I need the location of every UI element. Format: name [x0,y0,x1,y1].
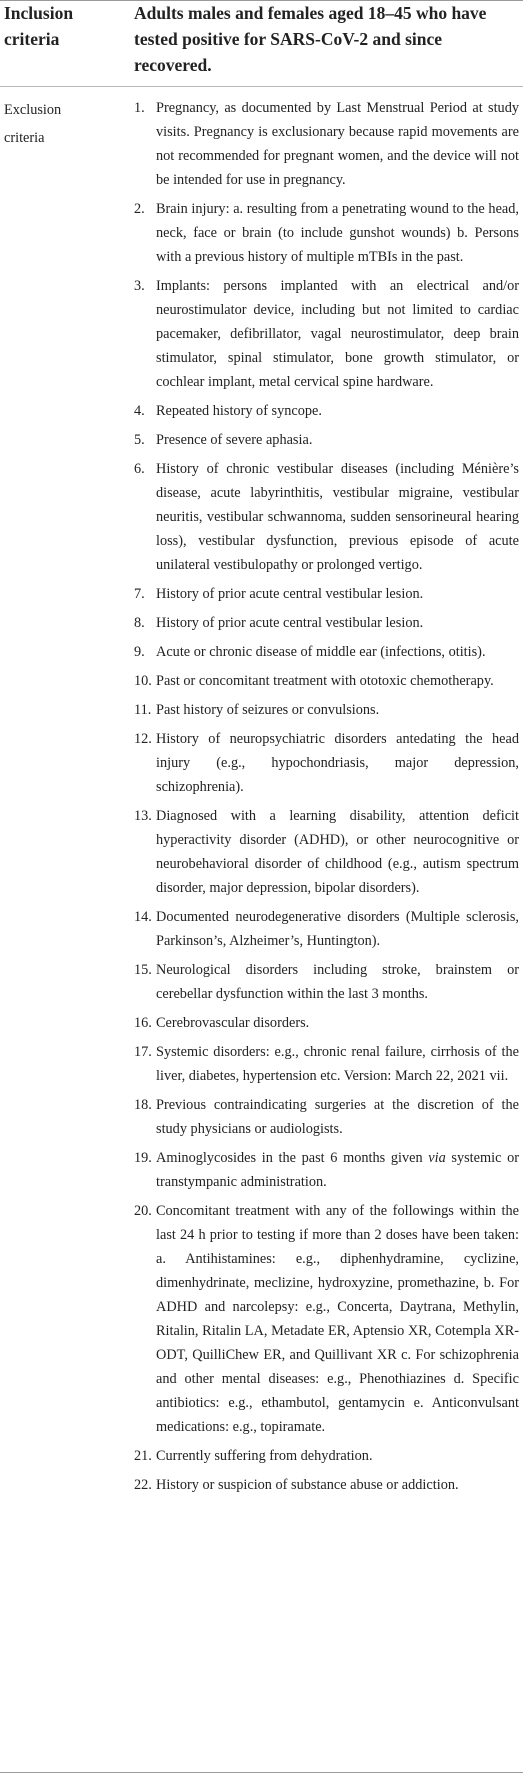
list-item: 1. Pregnancy, as documented by Last Menstrual Period at study visits. Pregnancy is exclusionary because rapid movements are not recommended for pregnant women, and the device will not be intended for use in pregnancy. [134,100,519,188]
list-item: 18. Previous contraindicating surgeries at the discretion of the study physicians or audiologists. [134,1097,519,1137]
list-item: 8. History of prior acute central vestibular lesion. [134,615,424,631]
list-item: 20. Concomitant treatment with any of the followings within the last 24 h prior to testing if more than 2 doses have been taken: a. Antihistamines: e.g., diphenhydramine, cyclizine, dimenhydrinate, meclizine, hydroxyzine, promethazine, b. For ADHD and narcolepsy: e.g., Concerta, Daytrana, Methylin, Ritalin, Ritalin LA, Metadate ER, Aptensio XR, Cotempla XR-ODT, QuilliChew ER, and Quillivant XR c. For schizophrenia and other mental diseases: e.g., Phenothiazines d. Specific antibiotics: e.g., ethambutol, gentamycin e. Anticonvulsant medications: e.g., topiramate. [134,1203,519,1435]
list-item: 5. Presence of severe aphasia. [134,432,313,448]
inclusion-label: Inclusion criteria [4,3,74,49]
list-item: 2. Brain injury: a. resulting from a penetrating wound to the head, neck, face or brain (to include gunshot wounds) b. Persons with a previous history of multiple mTBIs in the past. [134,201,519,265]
list-item: 9. Acute or chronic disease of middle ear (infections, otitis). [134,644,486,660]
list-item: 14. Documented neurodegenerative disorders (Multiple sclerosis, Parkinson’s, Alzheimer’s, Huntington). [134,909,519,949]
list-item: 12. History of neuropsychiatric disorders antedating the head injury (e.g., hypochondriasis, major depression, schizophrenia). [134,731,519,795]
list-item: 10. Past or concomitant treatment with ototoxic chemotherapy. [134,673,494,689]
list-item: 21. Currently suffering from dehydration. [134,1448,373,1464]
list-item: 4. Repeated history of syncope. [134,403,322,419]
list-item: 11. Past history of seizures or convulsions. [134,702,380,718]
list-item-text-with-italic: Aminoglycosides in the past 6 months given via systemic or transtympanic administration. [156,1150,519,1190]
inclusion-text: Adults males and females aged 18–45 who have tested positive for SARS-CoV-2 and since recovered. [134,3,487,75]
list-item: 13. Diagnosed with a learning disability, attention deficit hyperactivity disorder (ADHD), or other neurocognitive or neurobehavioral disorder of childhood (e.g., autism spectrum disorder, major depression, bipolar disorders). [134,808,519,896]
table-bottom-rule [0,1772,523,1773]
list-item: 16. Cerebrovascular disorders. [134,1015,310,1031]
list-item: 6. History of chronic vestibular diseases (including Ménière’s disease, acute labyrinthitis, vestibular migraine, vestibular neuritis, vestibular schwannoma, sudden sensorineural hearing loss), vestibular dysfunction, previous episode of acute unilateral vestibulopathy or prolonged vertigo. [134,461,519,573]
list-item: 7. History of prior acute central vestibular lesion. [134,586,424,602]
exclusion-label: Exclusion criteria [4,102,62,146]
list-item: 22. History or suspicion of substance abuse or addiction. [134,1477,459,1493]
list-item: 15. Neurological disorders including stroke, brainstem or cerebellar dysfunction within the last 3 months. [134,962,519,1002]
table-header-rule [0,86,523,87]
list-item: 17. Systemic disorders: e.g., chronic renal failure, cirrhosis of the liver, diabetes, hypertension etc. Version: March 22, 2021 vii. [134,1044,519,1084]
exclusion-list [134,96,519,1502]
list-item: 19. Aminoglycosides in the past 6 months given via systemic or transtympanic administration. [134,1146,519,1194]
list-item: 3. Implants: persons implanted with an electrical and/or neurostimulator device, including but not limited to cardiac pacemaker, defibrillator, vagal neurostimulator, deep brain stimulator, spinal stimulator, bone growth stimulator, or cochlear implant, metal cervical spine hardware. [134,278,519,390]
italic-via: via [428,1150,446,1166]
